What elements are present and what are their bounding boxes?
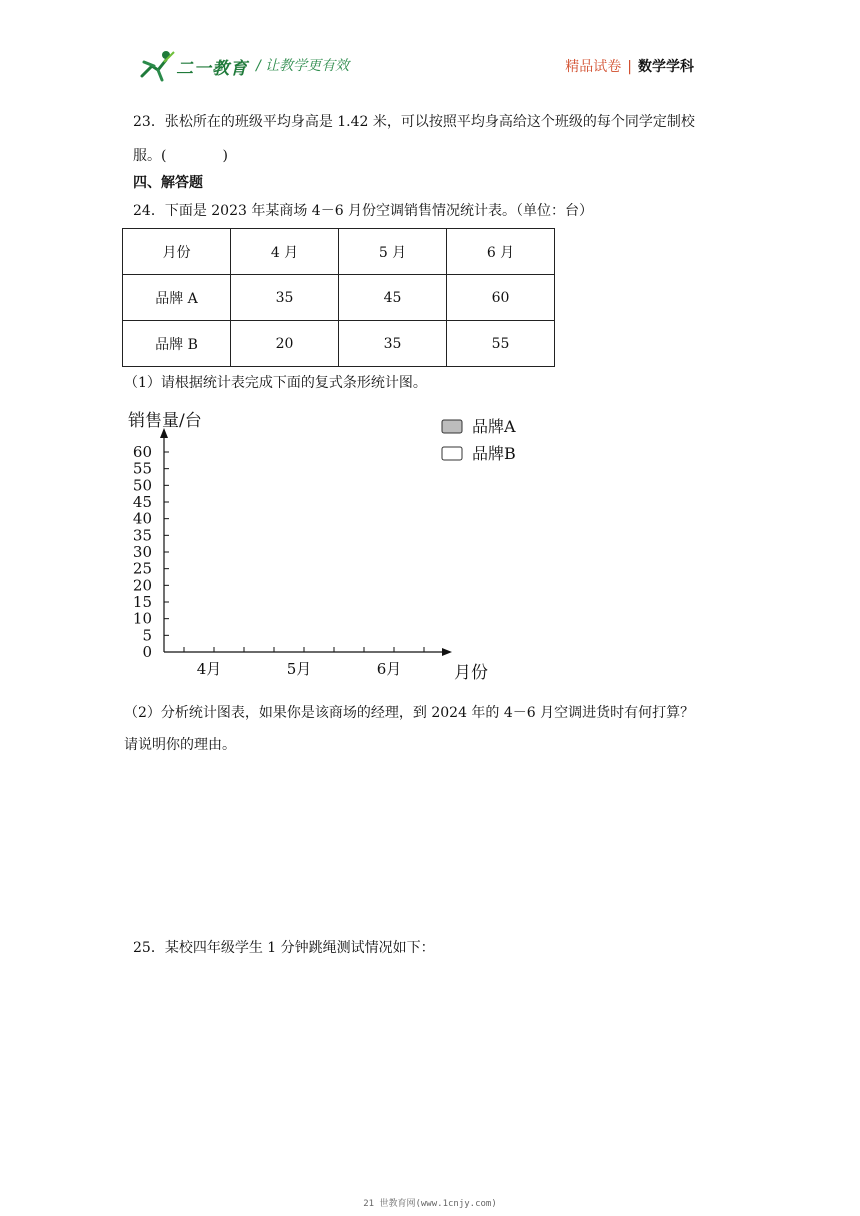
legend-swatch — [442, 420, 462, 433]
y-tick-label: 55 — [132, 459, 152, 478]
y-tick-label: 50 — [132, 476, 152, 495]
y-axis-title: 销售量/台 — [128, 411, 202, 431]
q23-line2: 服。( ) — [133, 148, 228, 164]
q25-stem: 25．某校四年级学生 1 分钟跳绳测试情况如下： — [133, 940, 435, 956]
table-cell: 4 月 — [231, 229, 339, 275]
q24-part2-line1: （2）分析统计图表，如果你是该商场的经理，到 2024 年的 4－6 月空调进货时有何打算？ — [124, 705, 695, 721]
y-tick-label: 25 — [132, 559, 152, 578]
x-tick-label: 4月 — [196, 660, 222, 678]
table-cell: 45 — [339, 275, 447, 321]
slogan: / 让教学更有效 — [256, 58, 350, 74]
q23-line1: 23．张松所在的班级平均身高是 1.42 米，可以按照平均身高给这个班级的每个同学定制校 — [133, 114, 695, 130]
x-axis-arrow-icon — [442, 648, 452, 656]
q24-part1: （1）请根据统计表完成下面的复式条形统计图。 — [124, 375, 427, 391]
x-tick-label: 5月 — [286, 660, 312, 678]
section-heading: 四、解答题 — [133, 175, 203, 191]
exam-tag: 精品试卷 — [565, 59, 622, 75]
table-header-row — [123, 229, 555, 275]
y-tick-label: 15 — [132, 593, 152, 611]
y-tick-label: 45 — [132, 493, 152, 511]
legend-label: 品牌B — [472, 444, 516, 463]
q24-stem: 24．下面是 2023 年某商场 4－6 月份空调销售情况统计表。（单位：台） — [133, 203, 594, 219]
table-cell: 20 — [231, 321, 339, 367]
header-separator: | — [627, 59, 632, 75]
table-row — [123, 321, 555, 367]
y-tick-label: 60 — [132, 443, 152, 461]
table-cell: 品牌 A — [123, 275, 231, 321]
q24-part2-line2: 请说明你的理由。 — [124, 737, 236, 753]
table-cell: 60 — [447, 275, 555, 321]
table-row — [123, 275, 555, 321]
subject-label: 数学学科 — [638, 59, 694, 75]
y-tick-label: 0 — [142, 643, 152, 661]
y-tick-label: 40 — [132, 509, 152, 528]
table-cell: 6 月 — [447, 229, 555, 275]
header-right — [565, 56, 694, 76]
table-cell: 55 — [447, 321, 555, 367]
footer-text: 21 世教育网(www.1cnjy.com) — [363, 1199, 497, 1209]
table-cell: 35 — [339, 321, 447, 367]
x-axis-title: 月份 — [454, 663, 488, 683]
y-tick-label: 20 — [132, 576, 152, 595]
y-tick-label: 30 — [132, 543, 152, 561]
sales-table — [122, 228, 555, 367]
bar-chart — [120, 400, 540, 690]
x-tick-label: 6月 — [376, 660, 402, 678]
logo-text: 二一教育 — [176, 59, 248, 79]
legend-label: 品牌A — [472, 417, 516, 436]
legend-swatch — [442, 447, 462, 460]
table-cell: 月份 — [123, 229, 231, 275]
y-tick-label: 10 — [132, 609, 152, 628]
table-cell: 品牌 B — [123, 321, 231, 367]
table-cell: 35 — [231, 275, 339, 321]
y-tick-label: 5 — [142, 626, 152, 645]
y-tick-label: 35 — [132, 526, 152, 545]
table-cell: 5 月 — [339, 229, 447, 275]
